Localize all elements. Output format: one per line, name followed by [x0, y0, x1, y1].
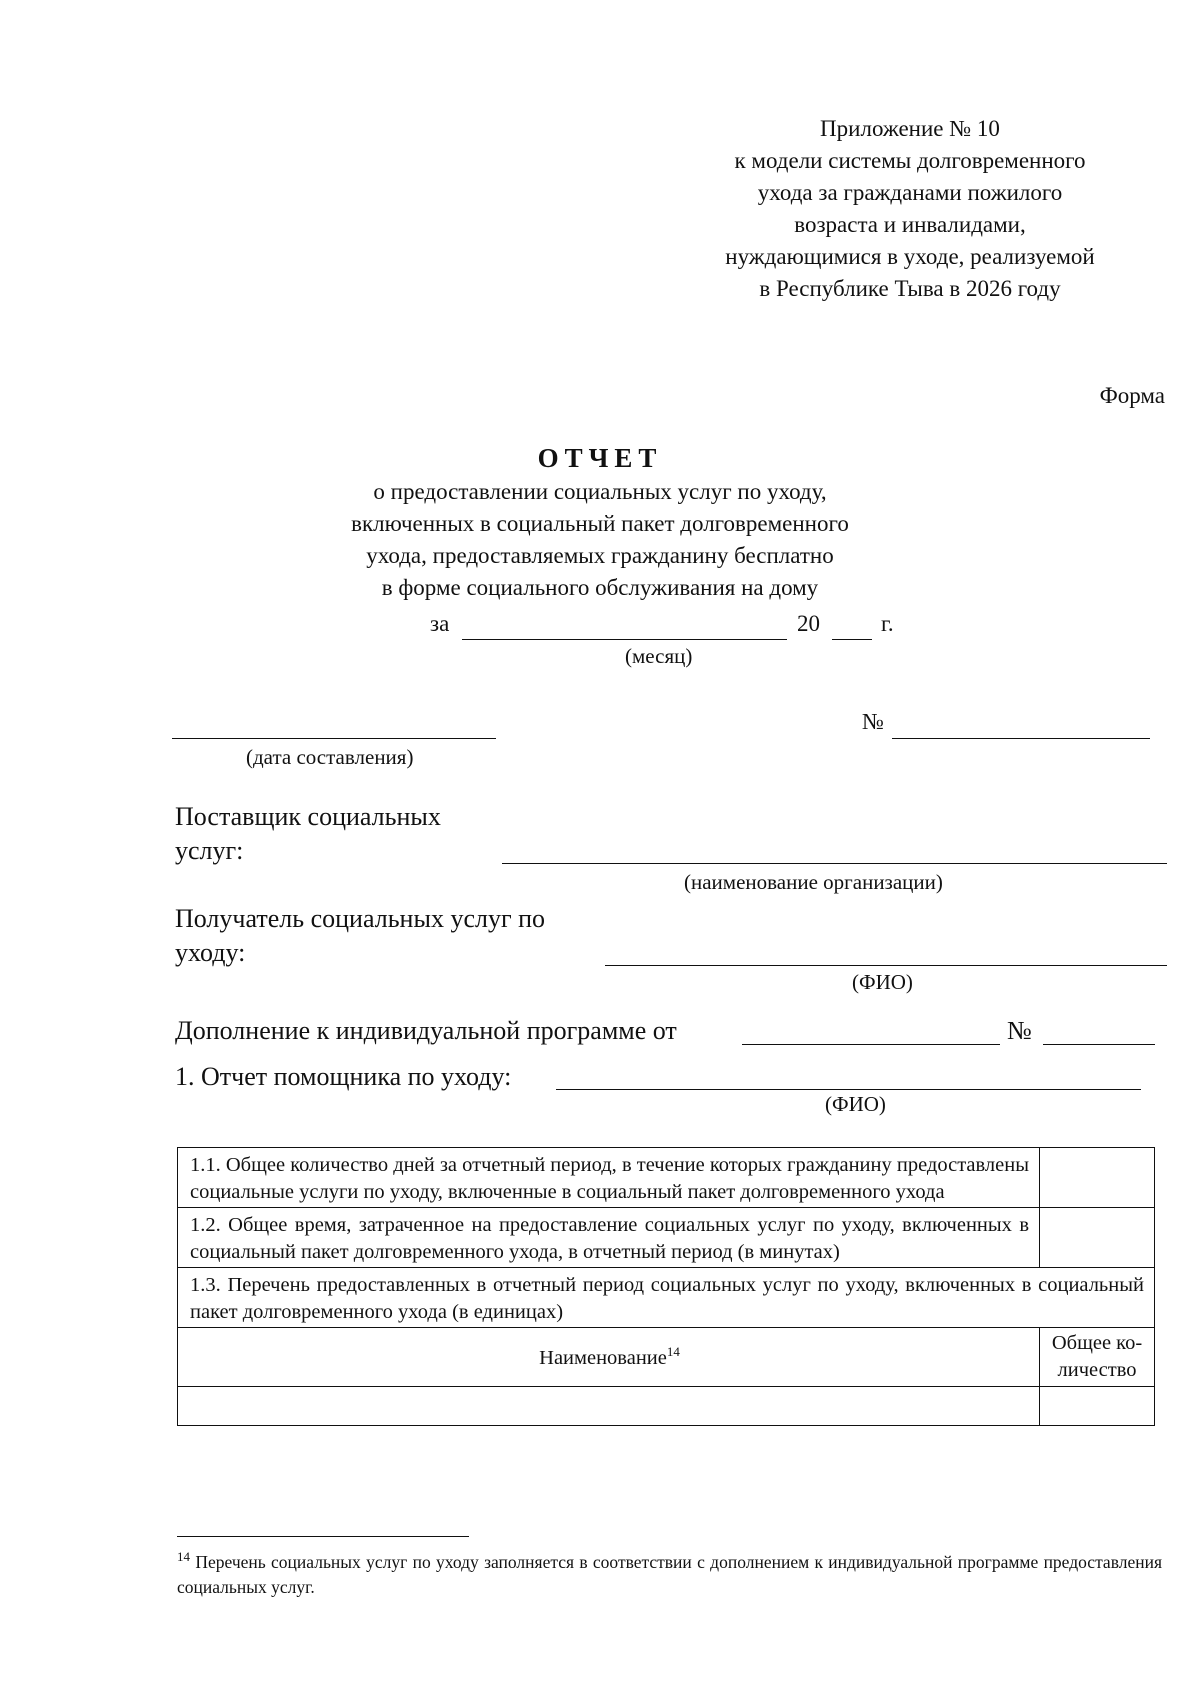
- supplement-number-field[interactable]: [1043, 1044, 1155, 1045]
- report-title: ОТЧЕТ: [537, 443, 663, 473]
- header-qty-line: личество: [1057, 1359, 1137, 1381]
- row-1-2-value-cell[interactable]: [1040, 1208, 1155, 1268]
- report-subtitle-line: в форме социального обслуживания на дому: [381, 575, 819, 600]
- report-subtitle-line: о предоставлении социальных услуг по уходу,: [373, 479, 827, 504]
- supplement-label: Дополнение к индивидуальной программе от: [175, 1016, 677, 1045]
- header-qty-line: Общее ко-: [1051, 1332, 1143, 1354]
- date-field[interactable]: [172, 738, 496, 739]
- provider-label-line: Поставщик социальных: [175, 802, 441, 831]
- footnote-separator: [177, 1536, 469, 1537]
- appendix-line: в Республике Тыва в 2026 году: [759, 276, 1061, 301]
- recipient-field[interactable]: [605, 965, 1167, 966]
- year-field[interactable]: [832, 639, 872, 640]
- year-suffix: г.: [881, 611, 894, 636]
- header-qty-cell: [1040, 1328, 1155, 1387]
- header-name-cell: [178, 1328, 1040, 1387]
- provider-caption: (наименование организации): [684, 870, 943, 894]
- year-prefix: 20: [797, 611, 820, 636]
- recipient-caption: (ФИО): [852, 970, 913, 994]
- assistant-label: 1. Отчет помощника по уходу:: [175, 1062, 512, 1091]
- number-field[interactable]: [892, 738, 1150, 739]
- footnote: [177, 1550, 1162, 1600]
- assistant-caption: (ФИО): [825, 1092, 886, 1116]
- appendix-line: ухода за гражданами пожилого: [757, 180, 1063, 205]
- report-subtitle-line: включенных в социальный пакет долговременного: [351, 511, 849, 536]
- row-1-1-value-cell[interactable]: [1040, 1148, 1155, 1208]
- footnote-text: Перечень социальных услуг по уходу заполняется в соответствии с дополнением к индивидуальной программе предоставления социальных услуг.: [177, 1552, 1163, 1597]
- month-caption: (месяц): [625, 644, 693, 668]
- form-label: Форма: [1099, 383, 1165, 408]
- appendix-line: Приложение № 10: [820, 116, 1000, 141]
- row-1-2-text: 1.2. Общее время, затраченное на предоставление социальных услуг по уходу, включенных в социальный пакет долговременного ухода, в отчетный период (в минутах): [178, 1208, 1040, 1268]
- table-header-row: [178, 1328, 1155, 1387]
- table-row: [178, 1268, 1155, 1328]
- month-field[interactable]: [462, 639, 787, 640]
- header-name: Наименование: [539, 1347, 667, 1369]
- recipient-label-line: уходу:: [175, 938, 246, 967]
- appendix-line: к модели системы долговременного: [734, 148, 1086, 173]
- appendix-line: возраста и инвалидами,: [794, 212, 1026, 237]
- assistant-field[interactable]: [556, 1089, 1141, 1090]
- appendix-line: нуждающимися в уходе, реализуемой: [725, 244, 1095, 269]
- provider-field[interactable]: [502, 863, 1167, 864]
- report-title-block: [230, 440, 970, 604]
- row-1-1-text: 1.1. Общее количество дней за отчетный период, в течение которых гражданину предоставлены социальные услуги по уходу, включенные в социальный пакет долговременного ухода: [178, 1148, 1040, 1208]
- date-caption: (дата составления): [246, 745, 414, 769]
- empty-qty-cell[interactable]: [1040, 1387, 1155, 1426]
- table-row: [178, 1387, 1155, 1426]
- appendix-header: [640, 113, 1180, 305]
- row-1-3-text: 1.3. Перечень предоставленных в отчетный период социальных услуг по уходу, включенных в социальный пакет долговременного ухода (в единицах): [178, 1268, 1155, 1328]
- report-table: [177, 1147, 1155, 1426]
- header-footnote-mark: 14: [666, 1344, 680, 1360]
- number-label: №: [862, 709, 884, 734]
- recipient-label-line: Получатель социальных услуг по: [175, 904, 546, 933]
- report-subtitle-line: ухода, предоставляемых гражданину бесплатно: [366, 543, 834, 568]
- period-prefix: за: [430, 611, 450, 636]
- table-row: [178, 1208, 1155, 1268]
- empty-name-cell[interactable]: [178, 1387, 1040, 1426]
- supplement-date-field[interactable]: [742, 1044, 1000, 1045]
- footnote-mark: 14: [177, 1549, 190, 1565]
- supplement-number-label: №: [1007, 1016, 1032, 1045]
- table-row: [178, 1148, 1155, 1208]
- provider-label-line: услуг:: [175, 836, 244, 865]
